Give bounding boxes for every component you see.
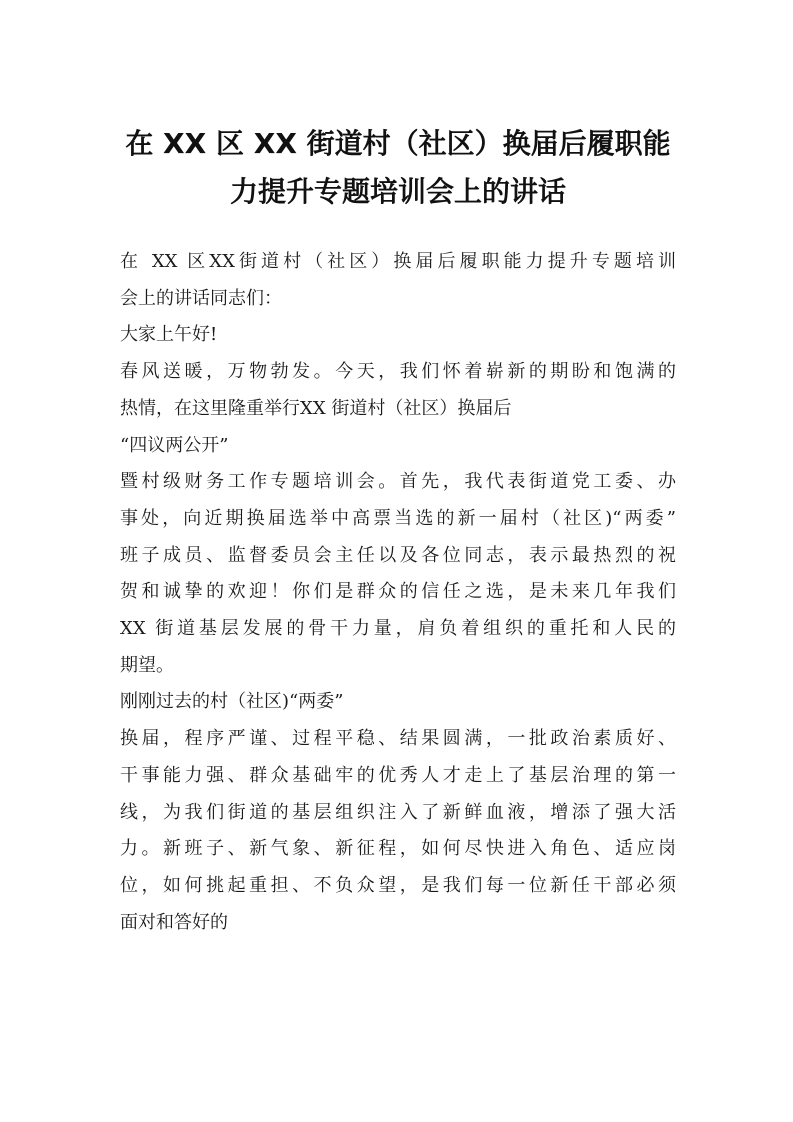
paragraph-two-committees (120, 684, 676, 721)
paragraph-election (120, 721, 676, 941)
text-line: 暨村级财务工作专题培训会。首先，我代表街道党工委、办 (120, 471, 676, 493)
text-line: 面对和答好的 (120, 911, 228, 933)
title-line-1: 在 XX 区 XX 街道村（社区）换届后履职能 (125, 127, 671, 160)
text-line: 事处，向近期换届选举中高票当选的新一届村（社区)“两委” (120, 507, 676, 529)
paragraph-quote (120, 428, 676, 465)
text-line: 大家上午好! (120, 324, 218, 346)
text-line: 班子成员、监督委员会主任以及各位同志，表示最热烈的祝 (120, 544, 676, 566)
text-line: 干事能力强、群众基础牢的优秀人才走上了基层治理的第一 (120, 764, 676, 786)
text-line: 贺和诚挚的欢迎！你们是群众的信任之选，是未来几年我们 (120, 581, 676, 603)
text-line: 刚刚过去的村（社区)“两委” (120, 691, 344, 713)
text-line: 位，如何挑起重担、不负众望，是我们每一位新任干部必须 (120, 874, 676, 896)
text-line: 热情，在这里隆重举行XX 街道村（社区）换届后 (120, 397, 512, 419)
title-line-2: 力提升专题培训会上的讲话 (229, 175, 566, 208)
text-line: 期望。 (120, 654, 174, 676)
paragraph-welcome (120, 464, 676, 684)
text-line: 力。新班子、新气象、新征程，如何尽快进入角色、适应岗 (120, 838, 676, 860)
text-line: 春风送暖，万物勃发。今天，我们怀着崭新的期盼和饱满的 (120, 361, 676, 383)
document-body (120, 244, 676, 941)
text-line: 在 XX 区XX街道村（社区）换届后履职能力提升专题培训 (120, 251, 676, 272)
document-title (118, 120, 678, 216)
text-line: XX 街道基层发展的骨干力量，肩负着组织的重托和人民的 (120, 618, 676, 640)
paragraph-greeting (120, 317, 676, 354)
paragraph-opening (120, 354, 676, 427)
text-line: 会上的讲话同志们： (120, 287, 282, 309)
paragraph-greeting-intro (120, 244, 676, 317)
text-line: 换届，程序严谨、过程平稳、结果圆满，一批政治素质好、 (120, 728, 676, 750)
text-line: 线，为我们街道的基层组织注入了新鲜血液，增添了强大活 (120, 801, 676, 823)
text-line: “四议两公开” (120, 434, 229, 456)
